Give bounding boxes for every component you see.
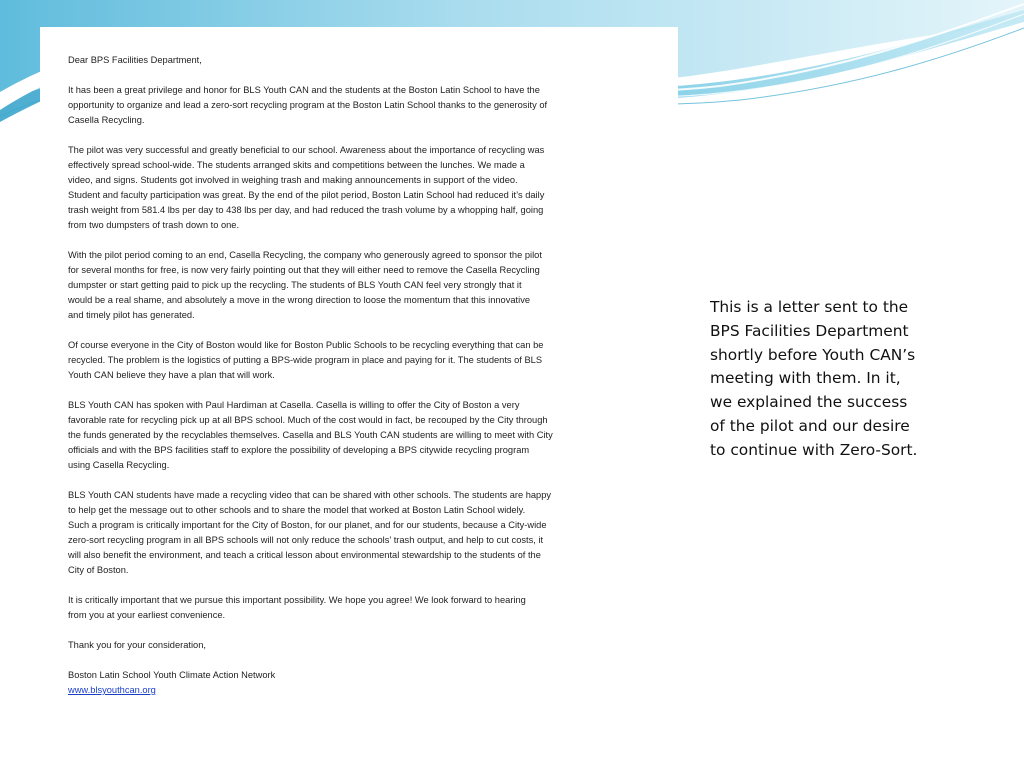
letter-paragraph: BLS Youth CAN has spoken with Paul Hardiman at Casella. Casella is willing to offer the City of Boston a very favorable rate for recycling pick up at all BPS school. Much of the cost would in fact, be recouped by the City through the funds generated by the recyclables themselves. Casella and BLS Youth CAN students are willing to meet with City officials and with the BPS facilities staff to explore the possibility of developing a BPS citywide recycling program using Casella Recycling. [68, 400, 553, 470]
letter-closing: Thank you for your consideration, [68, 640, 206, 650]
letter-paragraph: Of course everyone in the City of Boston would like for Boston Public Schools to be recycling everything that can be recycled. The problem is the logistics of putting a BPS-wide program in place and paying for it. The students of BLS Youth CAN believe they have a plan that will work. [68, 340, 544, 380]
letter-paragraph: It is critically important that we pursue this important possibility. We hope you agree! We look forward to hearing from you at your earliest convenience. [68, 595, 526, 620]
letter-paragraph: BLS Youth CAN students have made a recycling video that can be shared with other schools. The students are happy to help get the message out to other schools and to share the model that worked at Boston Latin School widely. Such a program is critically important for the City of Boston, for our planet, and for our students, because a City-wide zero-sort recycling program in all BPS schools will not only reduce the schools’ trash output, and help to cut costs, it will also benefit the environment, and teach a critical lesson about environmental stewardship to the students of the City of Boston. [68, 490, 552, 575]
letter-document [40, 27, 678, 730]
letter-signature: Boston Latin School Youth Climate Action Network [68, 670, 276, 680]
letter-paragraph: The pilot was very successful and greatly beneficial to our school. Awareness about the importance of recycling was effectively spread school-wide. The students arranged skits and competitions between the lunches. We made a video, and signs. Students got involved in weighing trash and making announcements in support of the video. Student and faculty participation was great. By the end of the pilot period, Boston Latin School had reduced it’s daily trash weight from 581.4 lbs per day to 438 lbs per day, and had reduced the trash volume by a whopping half, going from two dumpsters of trash down to one. [68, 145, 545, 230]
letter-paragraph: It has been a great privilege and honor for BLS Youth CAN and the students at the Boston Latin School to have the opportunity to organize and lead a zero-sort recycling program at the Boston Latin School thanks to the generosity of Casella Recycling. [68, 85, 548, 125]
slide-caption: This is a letter sent to the BPS Facilities Department shortly before Youth CAN’s meeting with them. In it, we explained the success of the pilot and our desire to continue with Zero-Sort. [710, 298, 918, 459]
letter-salutation: Dear BPS Facilities Department, [68, 55, 202, 65]
letter-paragraph: With the pilot period coming to an end, Casella Recycling, the company who generously agreed to sponsor the pilot for several months for free, is now very fairly pointing out that they will either need to remove the Casella Recycling dumpster or start getting paid to pick up the recycling. The students of BLS Youth CAN feel very strongly that it would be a real shame, and absolutely a move in the wrong direction to loose the momentum that this innovative and timely pilot has generated. [68, 250, 542, 320]
website-link[interactable]: www.blsyouthcan.org [68, 685, 156, 695]
